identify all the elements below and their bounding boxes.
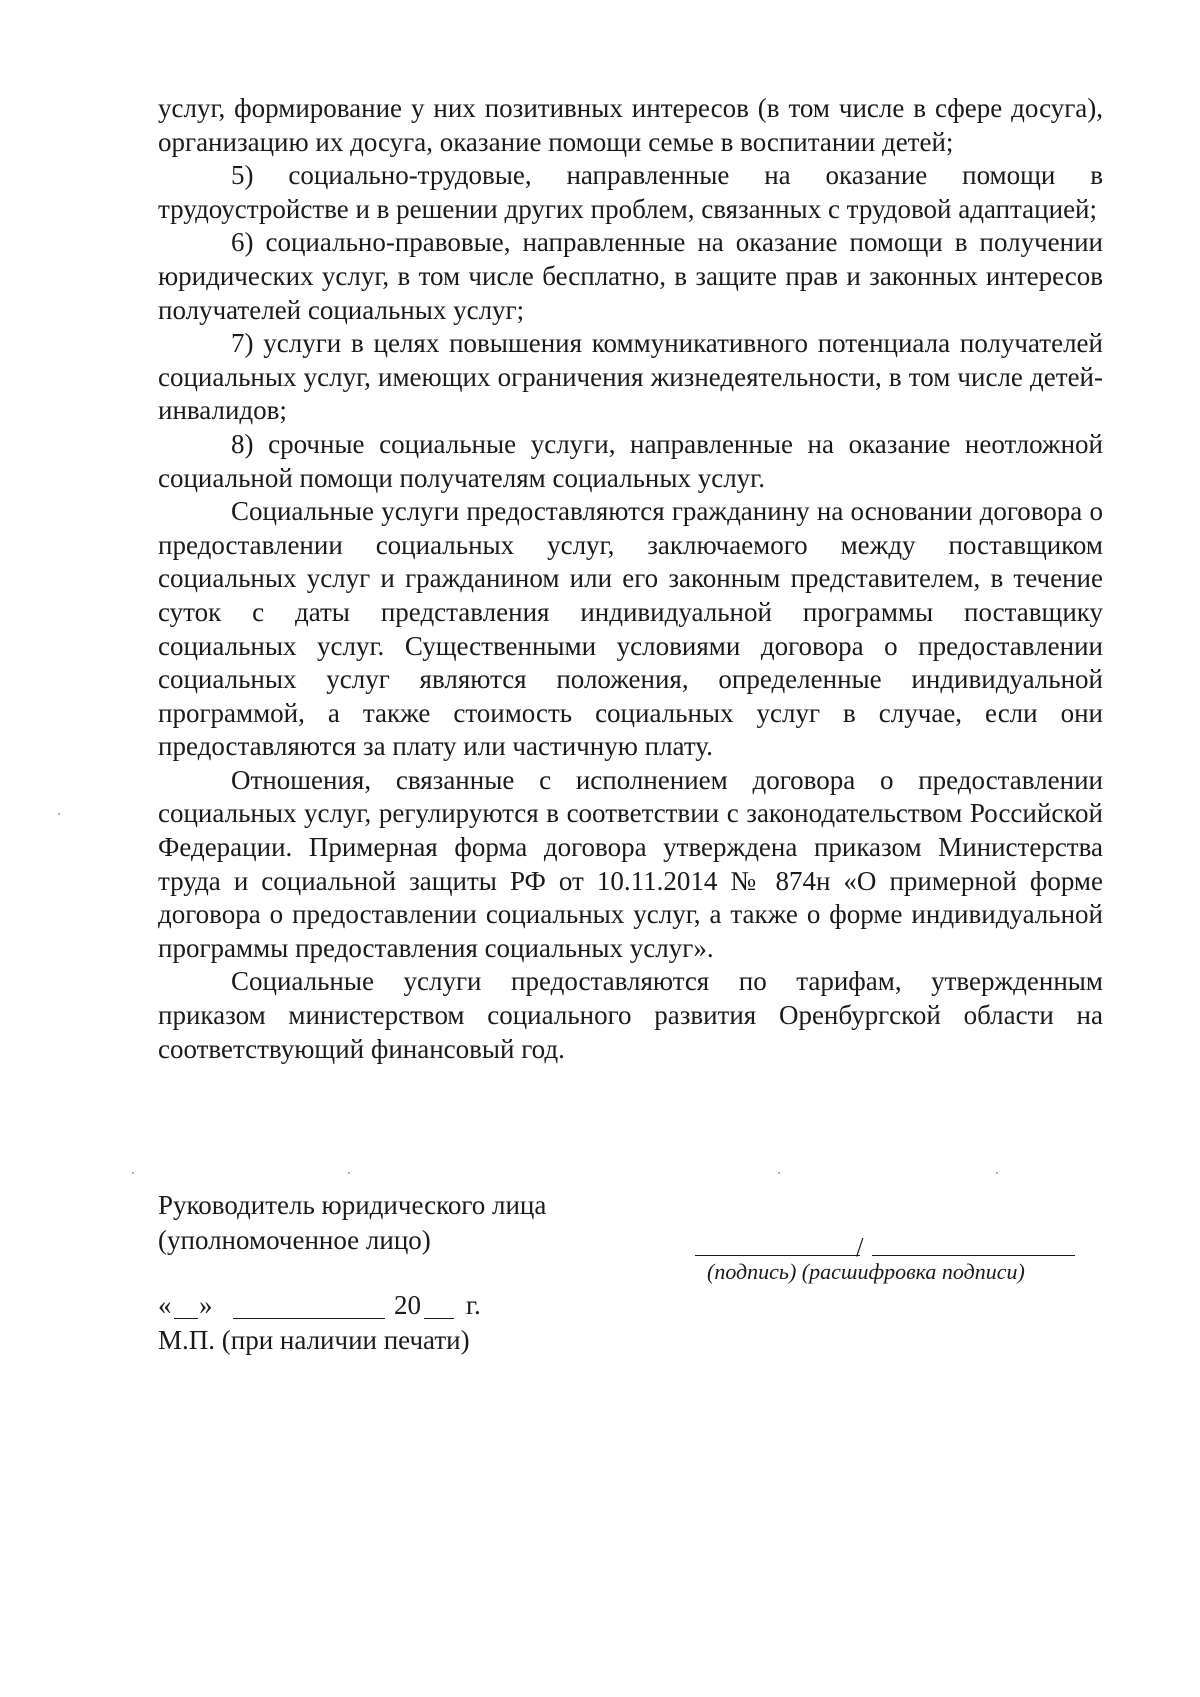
month-blank [233,1318,385,1319]
date-open-quote: « [158,1290,172,1320]
paragraph-continuation: услуг, формирование у них позитивных интересов (в том числе в сфере досуга), организацию их досуга, оказание помощи семье в воспитании детей; [158,93,1103,157]
signatory-role: Руководитель юридического лица [158,1190,547,1220]
signature-blank [695,1255,860,1256]
year-prefix: 20 [394,1290,421,1320]
paragraph-tariffs: Социальные услуги предоставляются по тарифам, утвержденным приказом министерством социального развития Оренбургской области на соответствующий финансовый год. [158,966,1103,1064]
scan-speck [58,813,60,815]
paragraph-item-5: 5) социально-трудовые, направленные на оказание помощи в трудоустройстве и в решении других проблем, связанных с трудовой адаптацией; [158,160,1103,224]
scan-speck [132,1172,134,1174]
signature-lines [695,1226,1075,1262]
seal-note: М.П. (при наличии печати) [158,1325,470,1355]
signature-transcript-blank [872,1255,1075,1256]
day-blank [174,1318,198,1319]
scan-speck [348,1172,350,1174]
signatory-block [158,1188,546,1258]
paragraph-item-7: 7) услуги в целях повышения коммуникативного потенциала получателей социальных услуг, имеющих ограничения жизнедеятельности, в том числе детей-инвалидов; [158,328,1103,426]
signatory-authorized: (уполномоченное лицо) [158,1225,431,1255]
signature-separator: / [856,1232,864,1262]
paragraph-contract-terms: Социальные услуги предоставляются гражданину на основании договора о предоставлении социальных услуг, заключаемого между поставщиком социальных услуг и гражданином или его законным представителем, в течение суток с даты представления индивидуальной программы поставщику социальных услуг. Существенными условиями договора о предоставлении социальных услуг являются положения, определенные индивидуальной программой, а также стоимость социальных услуг в случае, если они предоставляются за плату или частичную плату. [158,496,1103,762]
scan-speck [778,1172,780,1174]
year-blank [424,1318,454,1319]
year-suffix: г. [466,1290,481,1320]
document-body [158,92,1103,1066]
date-close-quote: » [199,1290,213,1320]
paragraph-item-8: 8) срочные социальные услуги, направленные на оказание неотложной социальной помощи получателям социальных услуг. [158,428,1103,493]
paragraph-item-6: 6) социально-правовые, направленные на оказание помощи в получении юридических услуг, в том числе бесплатно, в защите прав и законных интересов получателей социальных услуг; [158,227,1103,325]
signature-caption: (подпись) (расшифровка подписи) [707,1259,1025,1284]
scan-speck [996,1172,998,1174]
date-line [158,1287,538,1323]
paragraph-contract-regulation: Отношения, связанные с исполнением договора о предоставлении социальных услуг, регулируются в соответствии с законодательством Российской Федерации. Примерная форма договора утверждена приказом Министерства труда и социальной защиты РФ от 10.11.2014 № 874н «О примерной форме договора о предоставлении социальных услуг, а также о форме индивидуальной программы предоставления социальных услуг». [158,764,1103,963]
